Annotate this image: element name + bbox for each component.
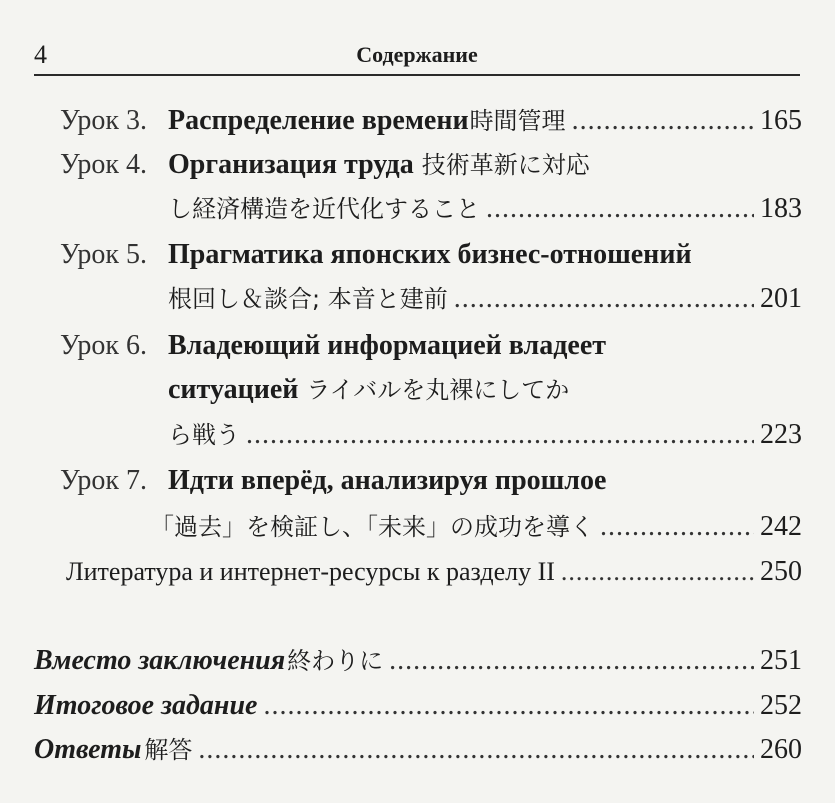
toc-entry-lesson-6-cont: [168, 372, 802, 408]
lesson-title-jp: ライバルを丸裸にしてか: [306, 376, 570, 404]
toc-entry-lesson-7: [60, 463, 802, 499]
dot-leader: [246, 417, 754, 453]
lesson-label: Урок 6.: [60, 330, 147, 361]
dot-leader: [600, 509, 754, 545]
section-title-jp: 解答: [144, 736, 193, 764]
toc-entry-lesson-6-cont2: [168, 417, 802, 453]
toc-entry-literature: [66, 554, 802, 590]
lesson-label: Урок 5.: [60, 239, 147, 270]
page-ref: 251: [760, 645, 802, 676]
lesson-label: Урок 7.: [60, 465, 147, 496]
lesson-title: Распределение времени: [168, 105, 469, 136]
dot-leader: [486, 191, 754, 227]
page-ref: 201: [760, 283, 802, 314]
literature-title: Литература и интернет-ресурсы к разделу II: [66, 557, 555, 586]
dot-leader: [561, 554, 754, 590]
page-ref: 183: [760, 193, 802, 224]
page-number: 4: [34, 40, 47, 69]
lesson-title-jp-cont: し経済構造を近代化すること: [168, 195, 480, 223]
dot-leader: [572, 103, 754, 139]
toc-entry-lesson-4-cont: [168, 191, 802, 227]
page-ref: 260: [760, 734, 802, 765]
lesson-label: Урок 4.: [60, 149, 147, 180]
page-ref: 223: [760, 419, 802, 450]
toc-entry-answers: [34, 732, 802, 768]
page-ref: 242: [760, 511, 802, 542]
toc-entry-lesson-3: [60, 103, 802, 139]
page-header: [34, 38, 800, 76]
lesson-title-jp: 技術革新に対応: [421, 151, 590, 179]
page-ref: 165: [760, 105, 802, 136]
dot-leader: [198, 732, 754, 768]
toc-entry-final-task: [34, 688, 802, 724]
toc-entry-lesson-5-cont: [168, 281, 802, 317]
section-title-jp: 終わりに: [287, 647, 384, 675]
page-ref: 250: [760, 556, 802, 587]
dot-leader: [263, 688, 754, 724]
lesson-title-cont: ситуацией: [168, 374, 299, 405]
section-title: Вместо заключения: [34, 645, 286, 676]
lesson-title: Владеющий информацией владеет: [168, 330, 607, 361]
toc-entry-conclusion: [34, 643, 802, 679]
running-title: Содержание: [356, 42, 478, 67]
lesson-title: Прагматика японских бизнес-отношений: [168, 239, 692, 270]
toc-entry-lesson-4: [60, 147, 802, 183]
lesson-title-jp-cont: ら戦う: [168, 421, 240, 449]
lesson-title-jp: 時間管理: [469, 107, 566, 135]
section-title: Итоговое задание: [34, 690, 258, 721]
dot-leader: [454, 281, 754, 317]
lesson-title-jp: 「過去」を検証し、「未来」の成功を導く: [150, 513, 594, 541]
toc-entry-lesson-5: [60, 237, 802, 273]
lesson-title: Организация труда: [168, 149, 414, 180]
section-title: Ответы: [34, 734, 142, 765]
lesson-label: Урок 3.: [60, 105, 147, 136]
toc-entry-lesson-7-cont: [150, 509, 802, 545]
lesson-title-jp: 根回し＆談合; 本音と建前: [168, 285, 448, 313]
lesson-title: Идти вперёд, анализируя прошлое: [168, 465, 607, 496]
toc-entry-lesson-6: [60, 328, 802, 364]
dot-leader: [389, 643, 754, 679]
page-ref: 252: [760, 690, 802, 721]
